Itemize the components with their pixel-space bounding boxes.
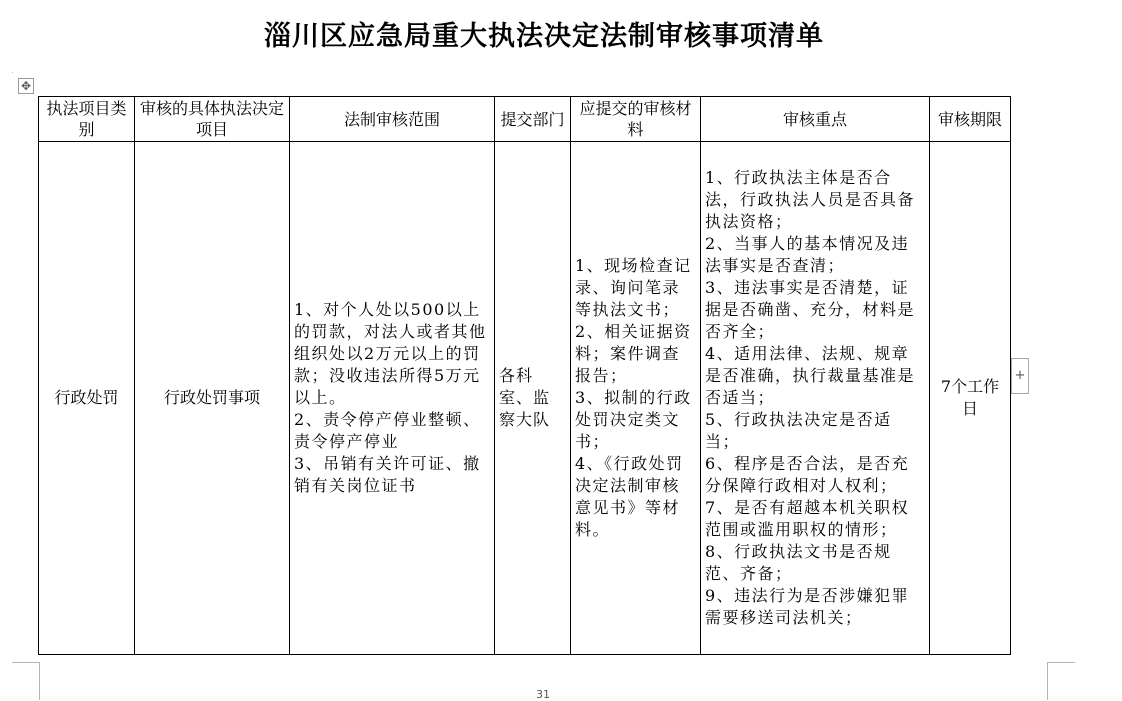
crop-mark-top-left (12, 72, 13, 73)
cell-scope (290, 142, 495, 655)
move-icon: ✥ (20, 79, 32, 93)
crop-mark-bottom-left (12, 662, 40, 700)
header-scope: 法制审核范围 (290, 97, 495, 142)
header-department: 提交部门 (495, 97, 571, 142)
key-point-line: 8、行政执法文书是否规范、齐备； (705, 542, 892, 583)
cell-materials (571, 142, 701, 655)
cell-category: 行政处罚 (39, 142, 135, 655)
key-point-line: 7、是否有超越本机关职权范围或滥用职权的情形； (705, 498, 910, 539)
material-line: 3、拟制的行政处罚决定类文书； (575, 388, 692, 451)
material-line: 1、现场检查记录、询问笔录等执法文书； (575, 256, 692, 319)
key-point-line: 6、程序是否合法，是否充分保障行政相对人权利； (705, 454, 910, 495)
cell-department: 各科室、监察大队 (495, 142, 571, 655)
key-point-line: 9、违法行为是否涉嫌犯罪需要移送司法机关； (705, 586, 910, 627)
page-number: 31 (536, 688, 550, 701)
scope-line: 1、对个人处以500以上的罚款，对法人或者其他组织处以2万元以上的罚款；没收违法所得5万元以上。 (294, 300, 487, 407)
table-row (39, 142, 1011, 655)
cell-key-points (701, 142, 930, 655)
cell-item: 行政处罚事项 (135, 142, 290, 655)
material-line: 2、相关证据资料；案件调查报告； (575, 322, 692, 385)
table-header-row (39, 97, 1011, 142)
material-line: 4、《行政处罚决定法制审核意见书》等材料。 (575, 454, 684, 539)
scope-line: 2、责令停产停业整顿、责令停产停业 (294, 410, 481, 451)
key-point-line: 3、违法事实是否清楚，证据是否确凿、充分，材料是否齐全； (705, 278, 916, 341)
key-point-line: 1、行政执法主体是否合法，行政执法人员是否具备执法资格； (705, 168, 916, 231)
plus-icon: + (1014, 368, 1026, 383)
header-category: 执法项目类别 (39, 97, 135, 142)
header-item: 审核的具体执法决定项目 (135, 97, 290, 142)
header-key-points: 审核重点 (701, 97, 930, 142)
key-point-line: 5、行政执法决定是否适当； (705, 410, 892, 451)
review-items-table (38, 96, 1011, 655)
page-title: 淄川区应急局重大执法决定法制审核事项清单 (264, 21, 824, 52)
key-point-line: 2、当事人的基本情况及违法事实是否查清； (705, 234, 910, 275)
header-deadline: 审核期限 (930, 97, 1011, 142)
add-column-handle[interactable] (1011, 358, 1029, 394)
table-move-handle[interactable] (18, 78, 34, 94)
key-point-line: 4、适用法律、法规、规章是否准确，执行裁量基准是否适当； (705, 344, 916, 407)
cell-deadline: 7个工作日 (930, 142, 1011, 655)
header-materials: 应提交的审核材料 (571, 97, 701, 142)
crop-mark-bottom-right (1047, 662, 1075, 700)
scope-line: 3、吊销有关许可证、撤销有关岗位证书 (294, 454, 481, 495)
